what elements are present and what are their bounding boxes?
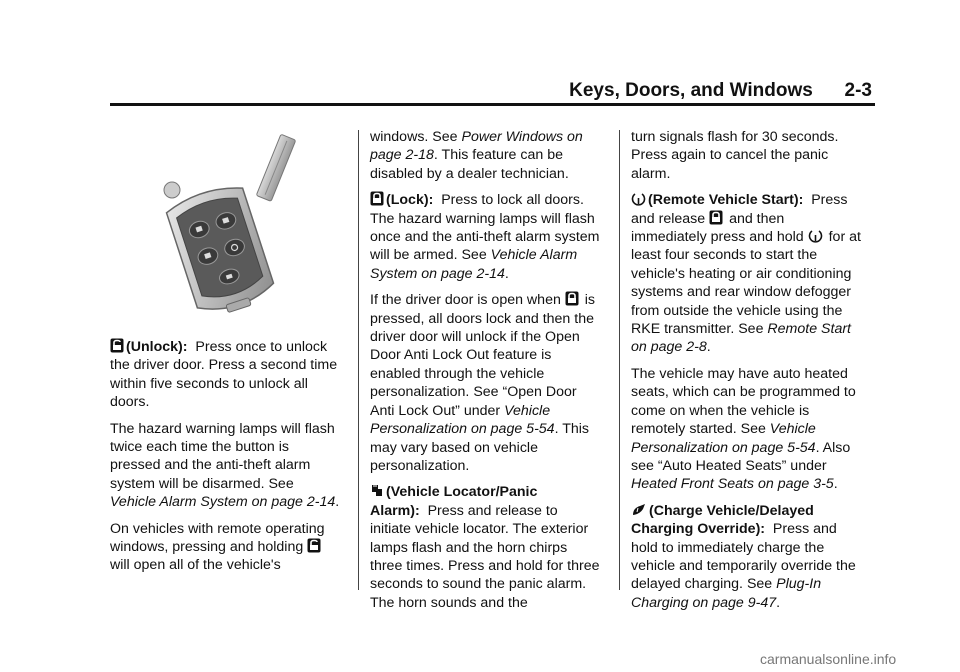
windows-tail: will open all of the vehicle's: [110, 557, 281, 574]
column-2: [370, 128, 602, 620]
column-1: [110, 128, 342, 583]
personalization-reference-link[interactable]: Vehicle Personalization on page 5-54: [631, 421, 816, 456]
plug-in-charging-reference-link[interactable]: Plug-In Charging on page 9-47: [631, 576, 822, 611]
remote-start-term: (Remote Vehicle Start):: [648, 192, 804, 209]
lock-paragraph: (Lock): Press to lock all doors. The hazard warning lamps will flash once and the anti-theft alarm system will be armed. See Vehicle Alarm System on page 2-14.: [370, 192, 600, 282]
unlock-paragraph: [110, 338, 342, 412]
alarm-reference-link[interactable]: Vehicle Alarm System on page 2-14: [110, 494, 336, 511]
lock-description: Press to lock all doors. The hazard warning lamps will flash once and the anti-theft alarm system will be armed. See: [370, 192, 600, 264]
charge-description: Press and hold to immediately charge the vehicle and temporarily override the delayed charging. See: [631, 521, 856, 593]
remote-start-icon: [631, 191, 646, 206]
alarm-reference-link[interactable]: Vehicle Alarm System on page 2-14: [370, 247, 578, 282]
remote-start-reference-link[interactable]: Remote Start on page 2-8: [631, 321, 852, 356]
heated-seats-paragraph: The vehicle may have auto heated seats, which can be programmed to come on when the vehicle is remotely started. See Vehicle Personalization on page 5-54. Also see “Auto Heated Seats” under Heated Front Seats on page 3-5.: [631, 365, 856, 493]
heated-seats-mid: . Also see “Auto Heated Seats” under: [631, 439, 851, 474]
hazard-text: The hazard warning lamps will flash twice each time the button is pressed and the anti-theft alarm system will be disarmed. See: [110, 420, 335, 492]
windows-paragraph: [110, 520, 342, 575]
lock-icon: [565, 291, 579, 306]
column-divider: [358, 130, 359, 590]
dealer-text: . This feature can be disabled by a dealer technician.: [370, 147, 569, 182]
vehicle-locator-icon: [370, 483, 384, 498]
unlock-description: Press once to unlock the driver door. Press a second time within five seconds to unlock all doors.: [110, 339, 338, 411]
personalization-reference-link[interactable]: Vehicle Personalization on page 5-54: [370, 402, 555, 438]
heated-seats-reference-link[interactable]: Heated Front Seats on page 3-5: [631, 476, 834, 493]
remote-start-a: Press and release: [631, 192, 848, 227]
driver-door-paragraph: [370, 291, 602, 475]
page-header: [500, 80, 872, 102]
remote-start-b: and then immediately press and hold: [631, 210, 804, 246]
unlock-icon: [110, 338, 124, 353]
page-number: 2-3: [844, 80, 872, 101]
column-divider: [619, 130, 620, 590]
locator-term: (Vehicle Locator/Panic Alarm):: [370, 484, 538, 519]
turn-signals-paragraph: [631, 128, 863, 183]
remote-start-paragraph: (Remote Vehicle Start): Press and release and then immediately press and hold for at least four seconds to start the vehicle's heating or air conditioning systems and rear window defogger from outside the vehicle using the RKE transmitter. See Remote Start on page 2-8.: [631, 192, 861, 356]
charge-icon: [631, 502, 647, 517]
driver-door-head: If the driver door is open when: [370, 292, 561, 309]
locator-description: Press and release to initiate vehicle locator. The exterior lamps flash and the horn chirps three times. Press and hold for three seconds to sound the panic alarm. The horn sounds and the: [370, 502, 600, 611]
hazard-paragraph: The hazard warning lamps will flash twice each time the button is pressed and the anti-theft alarm system will be disarmed. See Vehicle Alarm System on page 2-14.: [110, 420, 340, 511]
lock-icon: [370, 191, 384, 206]
power-windows-reference-link[interactable]: Power Windows on page 2-18: [370, 129, 583, 164]
windows-continued-paragraph: [370, 128, 602, 183]
key-fob-image: [110, 128, 342, 328]
section-title: Keys, Doors, and Windows: [569, 80, 813, 101]
lock-icon: [709, 210, 723, 225]
header-rule: [110, 103, 875, 106]
unlock-term: (Unlock):: [126, 339, 188, 355]
column-3: [631, 128, 863, 620]
turn-signals-text: turn signals flash for 30 seconds. Press again to cancel the panic alarm.: [631, 129, 839, 182]
driver-door-tail: . This may vary based on vehicle personalization.: [370, 421, 590, 474]
lock-term: (Lock):: [386, 192, 434, 209]
heated-seats-text: The vehicle may have auto heated seats, which can be programmed to come on when the vehicle is remotely started. See: [631, 365, 856, 438]
watermark: carmanualsonline.info: [760, 651, 897, 667]
charge-term: (Charge Vehicle/Delayed Charging Override):: [631, 502, 814, 538]
driver-door-text: is pressed, all doors lock and then the driver door will unlock if the Open Door Anti Lock Out feature is enabled through the vehicle personalization. See “Open Door Anti Lock Out” under: [370, 292, 596, 419]
remote-start-icon: [808, 228, 823, 243]
locator-paragraph: [370, 483, 602, 612]
unlock-icon: [307, 538, 321, 553]
charge-paragraph: (Charge Vehicle/Delayed Charging Override): Press and hold to immediately charge the vehicle and temporarily override the delayed charging. See Plug-In Charging on page 9-47.: [631, 502, 856, 611]
remote-start-c: for at least four seconds to start the vehicle's heating or air conditioning systems and rear window defogger from outside the vehicle using the RKE transmitter. See: [631, 229, 861, 338]
windows-see: windows. See: [370, 129, 458, 145]
windows-text: On vehicles with remote operating windows, pressing and holding: [110, 520, 325, 556]
